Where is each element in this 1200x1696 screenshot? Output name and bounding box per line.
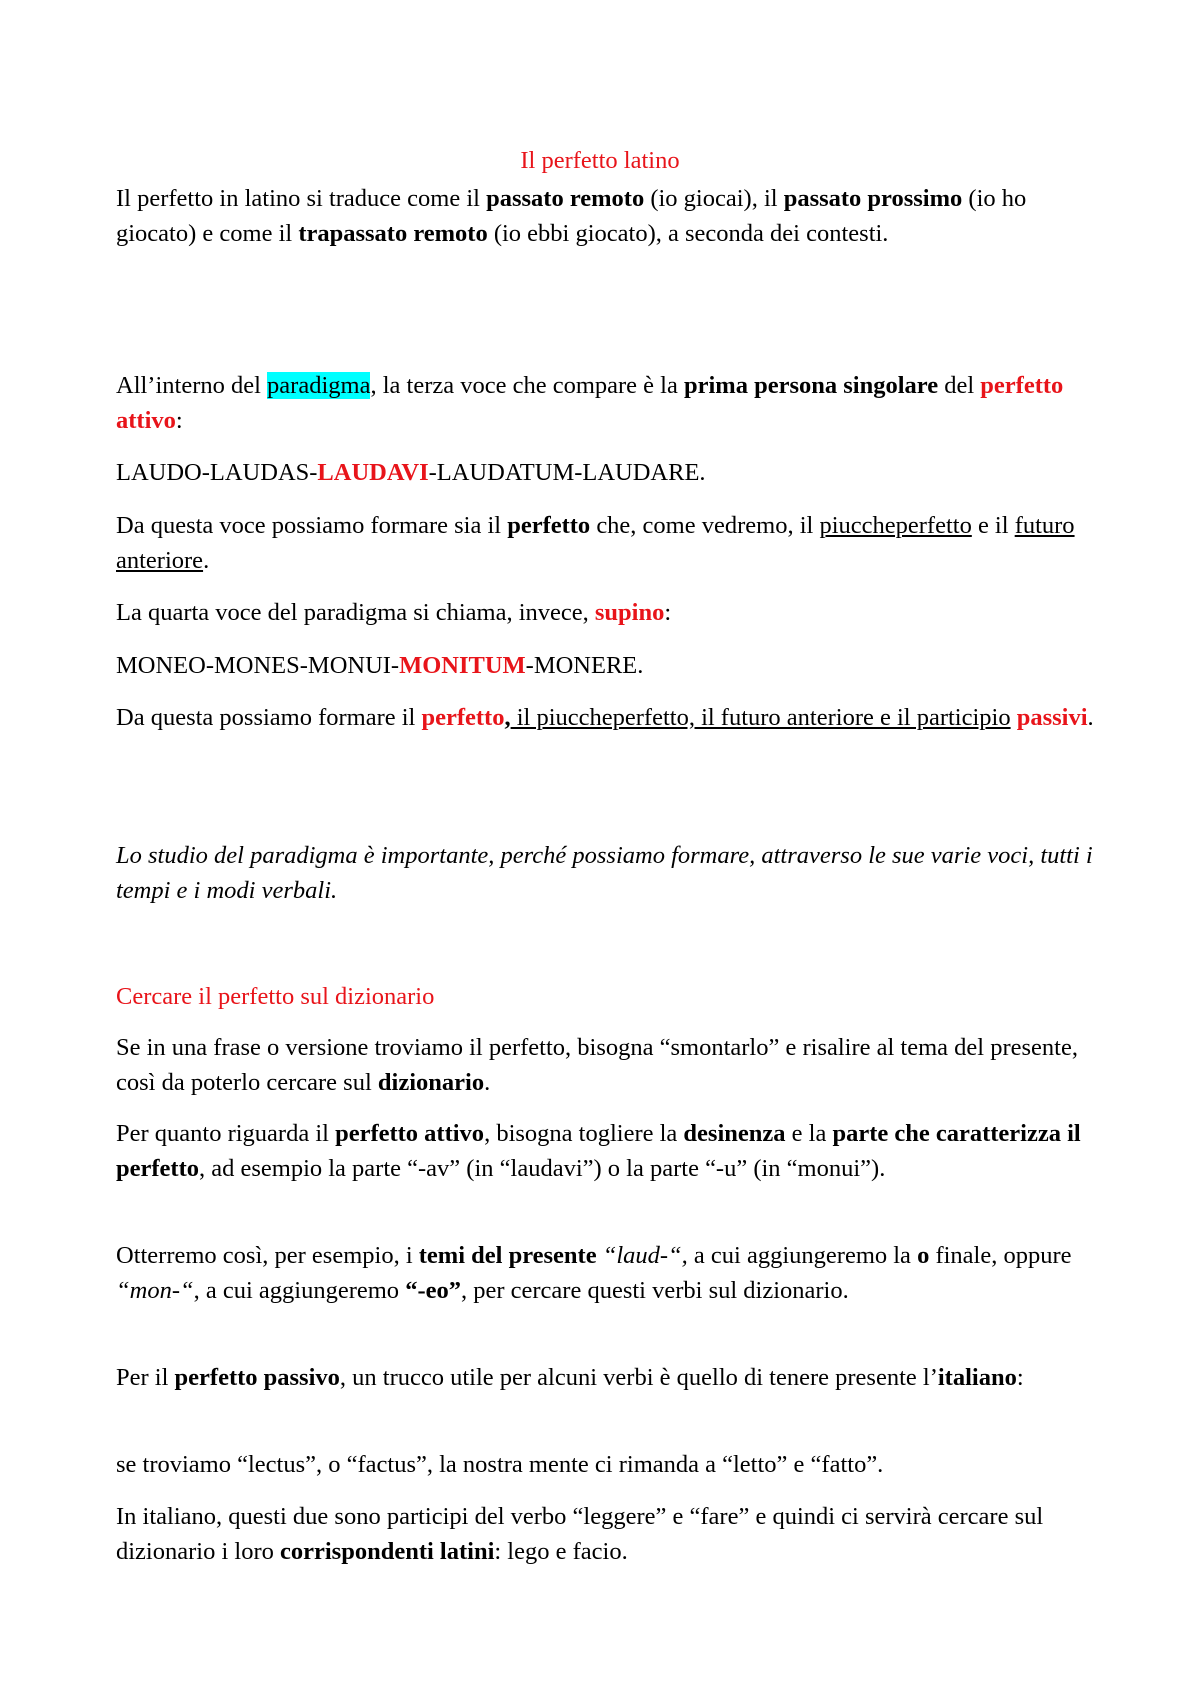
paragraph-paradigm: All’interno del paradigma, la terza voce che compare è la prima persona singolare del perfetto attivo: xyxy=(116,372,1064,434)
paradigm-example-moneo: MONEO-MONES-MONUI-MONITUM-MONERE. xyxy=(116,652,644,679)
paragraph-supino: La quarta voce del paradigma si chiama, invece, supino: xyxy=(116,599,672,626)
paragraph-passive-perfect: Per il perfetto passivo, un trucco utile per alcuni verbi è quello di tenere presente l’italiano: xyxy=(116,1364,1024,1391)
paragraph-derived-forms: Da questa voce possiamo formare sia il perfetto che, come vedremo, il piuccheperfetto e il futuro anteriore. xyxy=(116,512,1075,574)
paragraph-intro: Il perfetto in latino si traduce come il passato remoto (io giocai), il passato prossimo (io ho giocato) e come il trapassato remoto (io ebbi giocato), a seconda dei contesti. xyxy=(116,185,1027,247)
paragraph-italic-note: Lo studio del paradigma è importante, perché possiamo formare, attraverso le sue varie voci, tutti i tempi e i modi verbali. xyxy=(116,842,1093,904)
paradigm-example-laudo: LAUDO-LAUDAS-LAUDAVI-LAUDATUM-LAUDARE. xyxy=(116,459,706,486)
paragraph-present-stems: Otterremo così, per esempio, i temi del presente “laud-“, a cui aggiungeremo la o finale, oppure “mon-“, a cui aggiungeremo “-eo”, per cercare questi verbi sul dizionario. xyxy=(116,1242,1072,1304)
paragraph-italian-participles: In italiano, questi due sono participi del verbo “leggere” e “fare” e quindi ci servirà cercare sul dizionario i loro corrispondenti latini: lego e facio. xyxy=(116,1503,1044,1565)
paragraph-search: Se in una frase o versione troviamo il perfetto, bisogna “smontarlo” e risalire al tema del presente, così da poterlo cercare sul dizionario. xyxy=(116,1034,1078,1096)
paragraph-lectus-factus: se troviamo “lectus”, o “factus”, la nostra mente ci rimanda a “letto” e “fatto”. xyxy=(116,1451,884,1478)
paragraph-passive-forms: Da questa possiamo formare il perfetto, il piuccheperfetto, il futuro anteriore e il participio passivi. xyxy=(116,704,1094,731)
document-title: Il perfetto latino xyxy=(520,147,680,174)
paragraph-active-perfect: Per quanto riguarda il perfetto attivo, bisogna togliere la desinenza e la parte che caratterizza il perfetto, ad esempio la parte “-av” (in “laudavi”) o la parte “-u” (in “monui”). xyxy=(116,1120,1081,1182)
section-heading-dictionary: Cercare il perfetto sul dizionario xyxy=(116,983,435,1010)
highlighted-term: paradigma xyxy=(267,372,371,399)
